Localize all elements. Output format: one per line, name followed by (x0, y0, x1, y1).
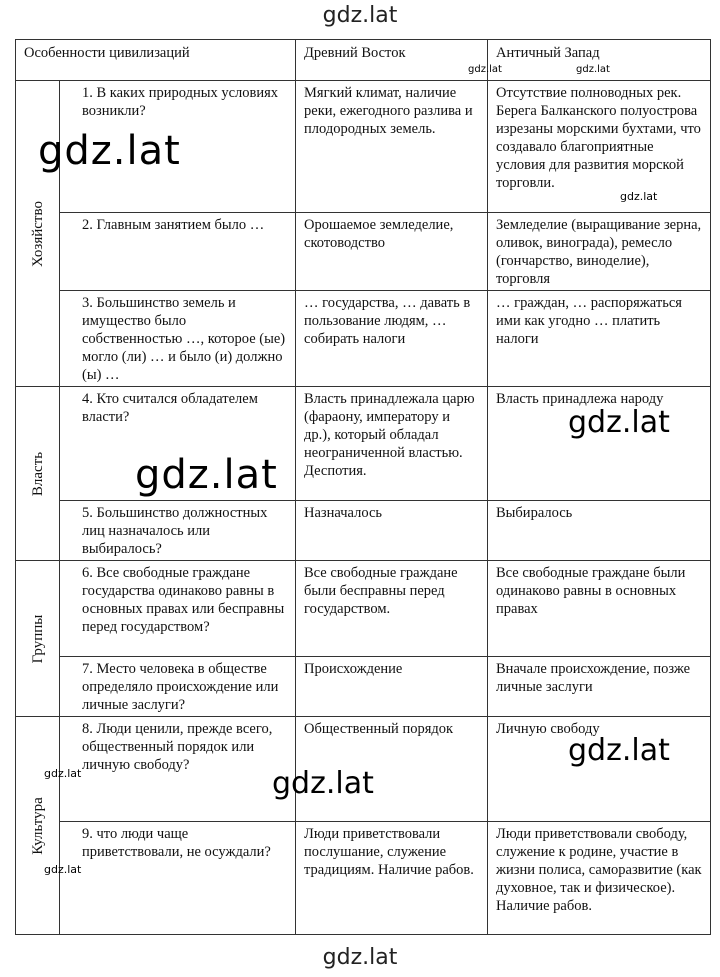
east-cell: Происхождение (296, 657, 488, 717)
watermark: gdz.lat (44, 767, 82, 780)
group-groups: Группы (16, 561, 60, 717)
west-cell: Все свободные граждане были одинаково равны в основных правах (488, 561, 711, 657)
table-row (16, 291, 711, 387)
question-cell: 1. В каких природных условиях возникли? (60, 81, 296, 213)
west-cell: Отсутствие полноводных рек. Берега Балканского полуострова изрезаны морскими бухтами, что создавало благоприятные условия для развития морской торговли. (488, 81, 711, 213)
east-cell: … государства, … давать в пользование людям, … собирать налоги (296, 291, 488, 387)
east-cell: Назначалось (296, 501, 488, 561)
east-cell: Орошаемое земледелие, скотоводство (296, 213, 488, 291)
east-cell: Все свободные граждане были бесправны перед государством. (296, 561, 488, 657)
site-title-bottom: gdz.lat (322, 945, 398, 970)
watermark: gdz.lat (38, 128, 181, 174)
header-west: Античный Запад (488, 40, 711, 81)
question-cell: 5. Большинство должностных лиц назначалось или выбиралось? (60, 501, 296, 561)
question-cell: 9. что люди чаще приветствовали, не осуждали? (60, 822, 296, 935)
watermark: gdz.lat (44, 863, 82, 876)
watermark: gdz.lat (620, 190, 658, 203)
west-cell: Личную свободу (488, 717, 711, 822)
question-cell: 7. Место человека в обществе определяло происхождение или личные заслуги? (60, 657, 296, 717)
table-row (16, 561, 711, 657)
group-power: Власть (16, 387, 60, 561)
west-cell: Власть принадлежа народу (488, 387, 711, 501)
watermark: gdz.lat (568, 405, 670, 440)
table-row (16, 213, 711, 291)
group-culture: Культура (16, 717, 60, 935)
question-cell: 6. Все свободные граждане государства одинаково равны в основных правах или бесправны перед государством? (60, 561, 296, 657)
group-economy: Хозяйство (16, 81, 60, 387)
watermark: gdz.lat (272, 766, 374, 801)
header-east: Древний Восток (296, 40, 488, 81)
west-cell: Люди приветствовали свободу, служение к родине, участие в жизни полиса, саморазвитие (как духовное, так и физическое). Наличие рабов. (488, 822, 711, 935)
east-cell: Люди приветствовали послушание, служение традициям. Наличие рабов. (296, 822, 488, 935)
west-cell: … граждан, … распоряжаться ими как угодно … платить налоги (488, 291, 711, 387)
question-cell: 2. Главным занятием было … (60, 213, 296, 291)
east-cell: Мягкий климат, наличие реки, ежегодного разлива и плодородных земель. (296, 81, 488, 213)
east-cell: Власть принадлежала царю (фараону, императору и др.), который обладал неограниченной властью. Деспотия. (296, 387, 488, 501)
west-cell: Вначале происхождение, позже личные заслуги (488, 657, 711, 717)
east-cell: Общественный порядок (296, 717, 488, 822)
watermark: gdz.lat (468, 64, 502, 75)
site-title-top: gdz.lat (322, 3, 398, 28)
table-row (16, 657, 711, 717)
header-features: Особенности цивилизаций (16, 40, 296, 81)
question-cell: 8. Люди ценили, прежде всего, общественный порядок или личную свободу? (60, 717, 296, 822)
watermark: gdz.lat (568, 733, 670, 768)
west-cell: Земледелие (выращивание зерна, оливок, винограда), ремесло (гончарство, виноделие), торговля (488, 213, 711, 291)
question-cell: 3. Большинство земель и имущество было собственностью …, которое (ые) могло (ли) … и было (и) должно (ы) … (60, 291, 296, 387)
watermark: gdz.lat (135, 452, 278, 498)
table-row (16, 822, 711, 935)
west-cell: Выбиралось (488, 501, 711, 561)
question-cell: 4. Кто считался обладателем власти? (60, 387, 296, 501)
watermark: gdz.lat (576, 64, 610, 75)
table-row (16, 387, 711, 501)
table-row (16, 501, 711, 561)
